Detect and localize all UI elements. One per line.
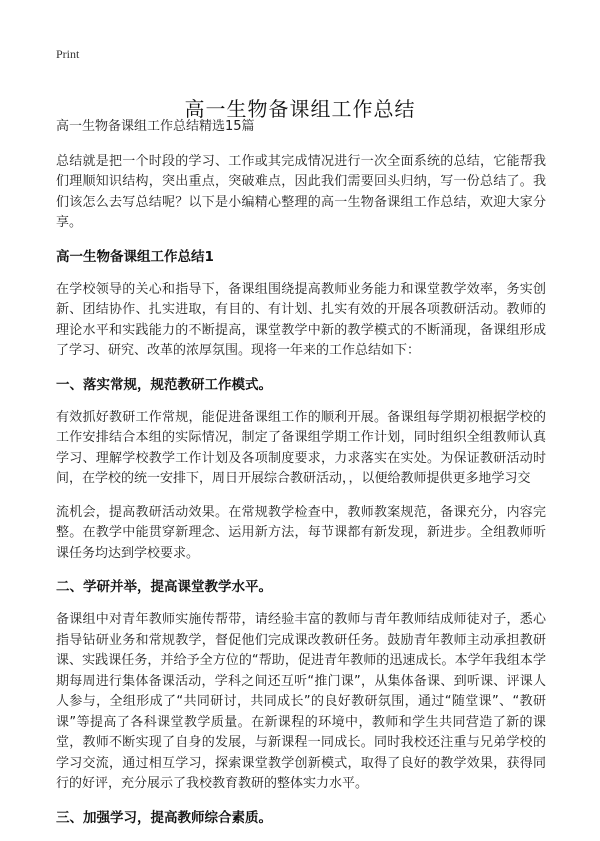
document-subtitle: 高一生物备课组工作总结精选15篇 — [56, 119, 255, 134]
print-label: Print — [56, 47, 80, 61]
section-1-paragraph: 在学校领导的关心和指导下，备课组围绕提高教师业务能力和课堂教学效率，务实创新、团结协作、扎实进取，有目的、有计划、扎实有效的开展各项教研活动。教师的理论水平和实践能力的不断提高，课堂教学中新的教学模式的不断涌现，备课组形成了学习、研究、改革的浓厚氛围。现将一年来的工作总结如下： — [56, 281, 546, 358]
document-body — [56, 117, 546, 841]
page-title: 高一生物备课组工作总结 — [184, 97, 416, 122]
intro-paragraph: 总结就是把一个时段的学习、工作或其完成情况进行一次全面系统的总结，它能帮我们理顺知识结构，突出重点，突破难点，因此我们需要回头归纳，写一份总结了。我们该怎么去写总结呢？以下是小编精心整理的高一生物备课组工作总结，欢迎大家分享。 — [56, 153, 546, 230]
heading-3: 三、加强学习，提高教师综合素质。 — [56, 809, 272, 826]
paragraph-2: 备课组中对青年教师实施传帮带，请经验丰富的教师与青年教师结成师徒对子，悉心指导钻研业务和常规教学，督促他们完成课改教研任务。鼓励青年教师主动承担教研课、实践课任务，并给予全方位的“帮助，促进青年教师的迅速成长。本学年我组本学期每周进行集体备课活动，学科之间还互听“推门课”，从集体备课、到听课、评课人人参与，全组形成了“共同研讨，共同成长”的良好教研氛围，通过“随堂课”、“教研课”等提高了各科课堂教学质量。在新课程的环境中，教师和学生共同营造了新的课堂，教师不断实现了自身的发展，与新课程一同成长。同时我校还注重与兄弟学校的学习交流，通过相互学习，探索课堂教学创新模式，取得了良好的教学效果，获得同行的好评，充分展示了我校教育教研的整体实力水平。 — [56, 612, 546, 791]
paragraph-1b: 流机会，提高教研活动效果。在常规教学检查中，教师教案规范，备课充分，内容完整。在教学中能贯穿新理念、运用新方法，每节课都有新发现，新进步。全组教师听课任务均达到学校要求。 — [56, 504, 546, 561]
heading-2: 二、学研并举，提高课堂教学水平。 — [56, 579, 272, 595]
section-1-heading: 高一生物备课组工作总结1 — [56, 248, 214, 265]
heading-1: 一、落实常规，规范教研工作模式。 — [56, 376, 272, 393]
paragraph-1a: 有效抓好教研工作常规，能促进备课组工作的顺利开展。备课组每学期初根据学校的工作安排结合本组的实际情况，制定了备课组学期工作计划，同时组织全组教师认真学习、理解学校教学工作计划及各项制度要求，力求落实在实处。为保证教研活动时间，在学校的统一安排下，周日开展综合教研活动，，以便给教师提供更多地学习交 — [56, 409, 546, 486]
